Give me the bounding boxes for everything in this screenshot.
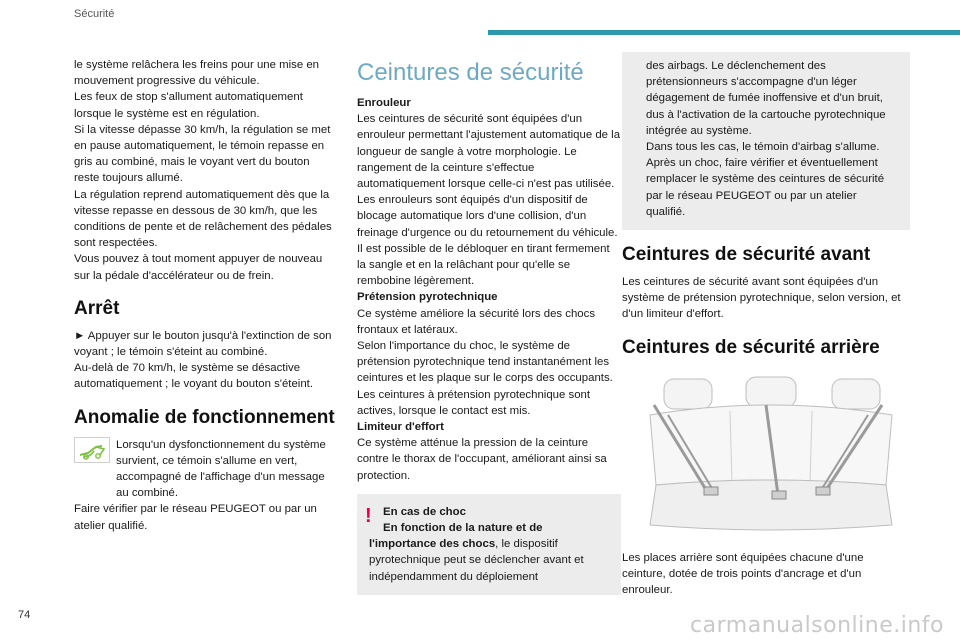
subheading-pretension: Prétension pyrotechnique — [357, 291, 498, 304]
watermark: carmanualsonline.info — [690, 613, 944, 638]
paragraph: des airbags. Le déclenchement des prétensionneurs s'accompagne d'un léger dégagement de fumée inoffensive et d'un bruit, dus à l'activation de la cartouche pyrotechnique intégrée au système. — [646, 60, 886, 137]
paragraph: Si la vitesse dépasse 30 km/h, la régulation se met en pause automatiquement, le témoin repasse en gris au combiné, mais le voyant vert du bouton reste toujours allumé. — [74, 123, 331, 185]
warning-title: En cas de choc — [383, 505, 466, 518]
heading-ceintures-arriere: Ceintures de sécurité arrière — [622, 336, 880, 358]
section-header: Sécurité — [74, 8, 115, 20]
subheading-enrouleur: Enrouleur — [357, 97, 411, 109]
paragraph: ► Appuyer sur le bouton jusqu'à l'extinction de son voyant ; le témoin s'éteint au combiné. — [74, 329, 332, 359]
paragraph: le système relâchera les freins pour une mise en mouvement progressive du véhicule. — [74, 59, 320, 88]
header-accent-bar — [488, 30, 960, 35]
paragraph: Les feux de stop s'allument automatiquement lorsque le système est en régulation. — [74, 91, 303, 120]
paragraph: La régulation reprend automatiquement dès que la vitesse repasse en dessous de 30 km/h, que les conditions de pente et de relâchement des pédales sont respectées. — [74, 188, 332, 250]
subheading-limiteur: Limiteur d'effort — [357, 421, 444, 434]
paragraph: Dans tous les cas, le témoin d'airbag s'allume. — [646, 141, 880, 154]
paragraph: Vous pouvez à tout moment appuyer de nouveau sur la pédale d'accélérateur ou de frein. — [74, 253, 323, 282]
paragraph: Les enrouleurs sont équipés d'un dispositif de blocage automatique lors d'une collision, d'un freinage d'urgence ou du retournement du véhicule. Il est possible de le débloquer en tirant fermement la sangle et en la relâchant pour qu'elle se rembobine légèrement. — [357, 194, 618, 288]
heading-arret: Arrêt — [74, 297, 120, 319]
paragraph: Faire vérifier par le réseau PEUGEOT ou par un atelier qualifié. — [74, 503, 317, 532]
column-middle — [357, 57, 621, 595]
speed-control-warning-icon — [74, 437, 110, 463]
rear-seatbelt-illustration — [646, 375, 896, 535]
paragraph: Les ceintures de sécurité sont équipées d'un enrouleur permettant l'ajustement automatique de la longueur de sangle à votre morphologie. Le rangement de la ceinture s'effectue automatiquement lorsque celle-ci n'est pas utilisée. — [357, 113, 621, 191]
paragraph: Les ceintures à prétension pyrotechnique sont actives, lorsque le contact est mis. — [357, 388, 591, 417]
paragraph: Lorsqu'un dysfonctionnement du système survient, ce témoin s'allume en vert, accompagné de l'affichage d'un message au combiné. — [116, 438, 326, 500]
page-number: 74 — [18, 609, 31, 621]
warning-exclamation-icon: ! — [365, 504, 372, 527]
warning-box-continued — [622, 52, 910, 230]
heading-anomalie: Anomalie de fonctionnement — [74, 406, 335, 428]
paragraph: Après un choc, faire vérifier et éventuellement remplacer le système des ceintures de sécurité par le réseau PEUGEOT ou par un atelier qualifié. — [646, 157, 885, 218]
warning-text — [369, 520, 609, 585]
warning-box — [357, 494, 621, 595]
page-title: Ceintures de sécurité — [357, 59, 584, 86]
column-left — [74, 57, 338, 534]
paragraph: Selon l'importance du choc, le système de prétension pyrotechnique tend instantanément les ceintures et les plaque sur le corps des occupants. — [357, 340, 613, 385]
paragraph: Ce système atténue la pression de la ceinture contre le thorax de l'occupant, améliorant ainsi sa protection. — [357, 437, 607, 482]
paragraph: Au-delà de 70 km/h, le système se désactive automatiquement ; le voyant du bouton s'éteint. — [74, 362, 314, 391]
heading-ceintures-avant: Ceintures de sécurité avant — [622, 244, 871, 266]
paragraph: Les places arrière sont équipées chacune d'une ceinture, dotée de trois points d'ancrage et d'un enrouleur. — [622, 551, 864, 597]
warning-body: , le dispositif pyrotechnique peut se déclencher avant et indépendamment du déploiement — [369, 538, 584, 583]
paragraph: Ce système améliore la sécurité lors des chocs frontaux et latéraux. — [357, 307, 596, 336]
column-right — [622, 57, 910, 598]
paragraph: Les ceintures de sécurité avant sont équipées d'un système de prétension pyrotechnique, selon version, et d'un limiteur d'effort. — [622, 276, 901, 321]
anomalie-row — [74, 437, 338, 502]
warning-title-2: En fonction de la nature et de l'importance des chocs — [369, 522, 543, 551]
